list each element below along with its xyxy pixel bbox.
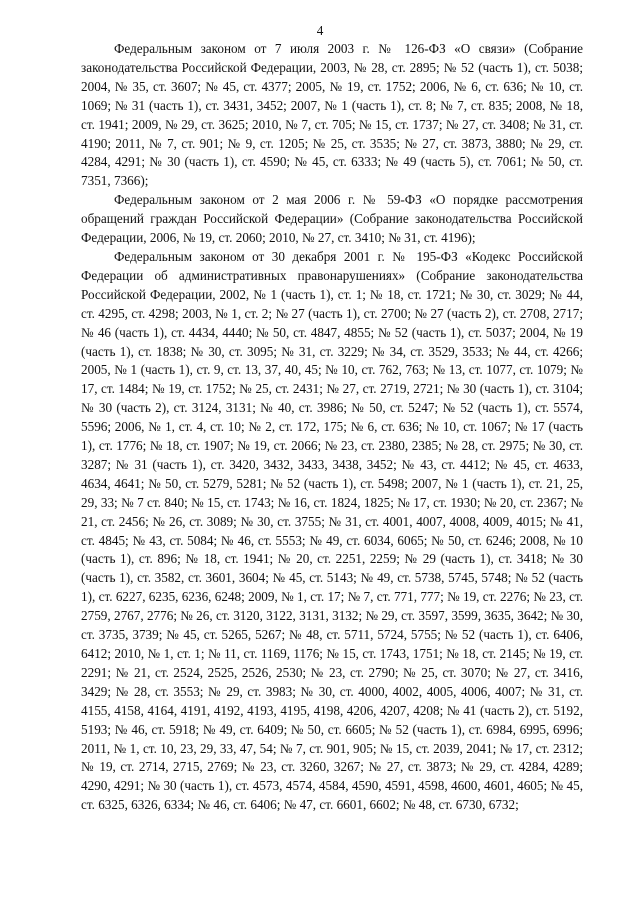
page-number: 4: [316, 23, 324, 38]
document-body: [81, 40, 583, 815]
paragraph-administrative-code: Федеральным законом от 30 декабря 2001 г. № 195-ФЗ «Кодекс Российской Федерации об административных правонарушениях» (Собрание законодательства Российской Федерации, 2002, № 1 (часть 1), ст. 1; № 18, ст. 1721; № 30, ст. 3029; № 44, ст. 4295, ст. 4298; 2003, № 1, ст. 2; № 27 (часть 1), ст. 2700; № 27 (часть 2), ст. 2708, 2717; № 46 (часть 1), ст. 4434, 4440; № 50, ст. 4847, 4855; № 52 (часть 1), ст. 5037; 2004, № 19 (часть 1), ст. 1838; № 30, ст. 3095; № 31, ст. 3229; № 34, ст. 3529, 3533; № 44, ст. 4266; 2005, № 1 (часть 1), ст. 9, ст. 13, 37, 40, 45; № 10, ст. 762, 763; № 13, ст. 1077, ст. 1079; № 17, ст. 1484; № 19, ст. 1752; № 25, ст. 2431; № 27, ст. 2719, 2721; № 30 (часть 1), ст. 3104; № 30 (часть 2), ст. 3124, 3131; № 40, ст. 3986; № 50, ст. 5247; № 52 (часть 1), ст. 5574, 5596; 2006, № 1, ст. 4, ст. 10; № 2, ст. 172, 175; № 6, ст. 636; № 10, ст. 1067; № 17 (часть 1), ст. 1776; № 18, ст. 1907; № 19, ст. 2066; № 23, ст. 2380, 2385; № 28, ст. 2975; № 30, ст. 3287; № 31 (часть 1), ст. 3420, 3432, 3433, 3438, 3452; № 43, ст. 4412; № 45, ст. 4633, 4634, 4641; № 50, ст. 5279, 5281; № 52 (часть 1), ст. 5498; 2007, № 1 (часть 1), ст. 21, 25, 29, 33; № 7 ст. 840; № 15, ст. 1743; № 16, ст. 1824, 1825; № 17, ст. 1930; № 20, ст. 2367; № 21, ст. 2456; № 26, ст. 3089; № 30, ст. 3755; № 31, ст. 4001, 4007, 4008, 4009, 4015; № 41, ст. 4845; № 43, ст. 5084; № 46, ст. 5553; № 49, ст. 6034, 6065; № 50, ст. 6246; 2008, № 10 (часть 1), ст. 896; № 18, ст. 1941; № 20, ст. 2251, 2259; № 29 (часть 1), ст. 3418; № 30 (часть 1), ст. 3582, ст. 3601, 3604; № 45, ст. 5143; № 49, ст. 5738, 5745, 5748; № 52 (часть 1), ст. 6227, 6235, 6236, 6248; 2009, № 1, ст. 17; № 7, ст. 771, 777; № 19, ст. 2276; № 23, ст. 2759, 2767, 2776; № 26, ст. 3120, 3122, 3131, 3132; № 29, ст. 3597, 3599, 3635, 3642; № 30, ст. 3735, 3739; № 45, ст. 5265, 5267; № 48, ст. 5711, 5724, 5755; № 52 (часть 1), ст. 6406, 6412; 2010, № 1, ст. 1; № 11, ст. 1169, 1176; № 15, ст. 1743, 1751; № 18, ст. 2145; № 19, ст. 2291; № 21, ст. 2524, 2525, 2526, 2530; № 23, ст. 2790; № 25, ст. 3070; № 27, ст. 3416, 3429; № 28, ст. 3553; № 29, ст. 3983; № 30, ст. 4000, 4002, 4005, 4006, 4007; № 31, ст. 4155, 4158, 4164, 4191, 4192, 4193, 4195, 4198, 4206, 4207, 4208; № 41 (часть 2), ст. 5192, 5193; № 46, ст. 5918; № 49, ст. 6409; № 50, ст. 6605; № 52 (часть 1), ст. 6984, 6995, 6996; 2011, № 1, ст. 10, 23, 29, 33, 47, 54; № 7, ст. 901, 905; № 15, ст. 2039, 2041; № 17, ст. 2312; № 19, ст. 2714, 2715, 2769; № 23, ст. 3260, 3267; № 27, ст. 3873; № 29, ст. 4284, 4289; 4290, 4291; № 30 (часть 1), ст. 4573, 4574, 4584, 4590, 4591, 4598, 4600, 4601, 4605; № 45, ст. 6325, 6326, 6334; № 46, ст. 6406; № 47, ст. 6601, 6602; № 48, ст. 6730, 6732;: [81, 248, 583, 813]
paragraph-communications-law: Федеральным законом от 7 июля 2003 г. № 126-ФЗ «О связи» (Собрание законодательства Российской Федерации, 2003, № 28, ст. 2895; № 52 (часть 1), ст. 5038; 2004, № 35, ст. 3607; № 45, ст. 4377; 2005, № 19, ст. 1752; 2006, № 6, ст. 636; № 10, ст. 1069; № 31 (часть 1), ст. 3431, 3452; 2007, № 1 (часть 1), ст. 8; № 7, ст. 835; 2008, № 18, ст. 1941; 2009, № 29, ст. 3625; 2010, № 7, ст. 705; № 15, ст. 1737; № 27, ст. 3408; № 31, ст. 4190; 2011, № 7, ст. 901; № 9, ст. 1205; № 25, ст. 3535; № 27, ст. 3873, 3880; № 29, ст. 4284, 4291; № 30 (часть 1), ст. 4590; № 45, ст. 6333; № 49 (часть 5), ст. 7061; № 50, ст. 7351, 7366);: [81, 41, 583, 189]
paragraph-citizens-appeals-law: Федеральным законом от 2 мая 2006 г. № 59-ФЗ «О порядке рассмотрения обращений граждан Российской Федерации» (Собрание законодательства Российской Федерации, 2006, № 19, ст. 2060; 2010, № 27, ст. 3410; № 31, ст. 4196);: [81, 192, 583, 246]
